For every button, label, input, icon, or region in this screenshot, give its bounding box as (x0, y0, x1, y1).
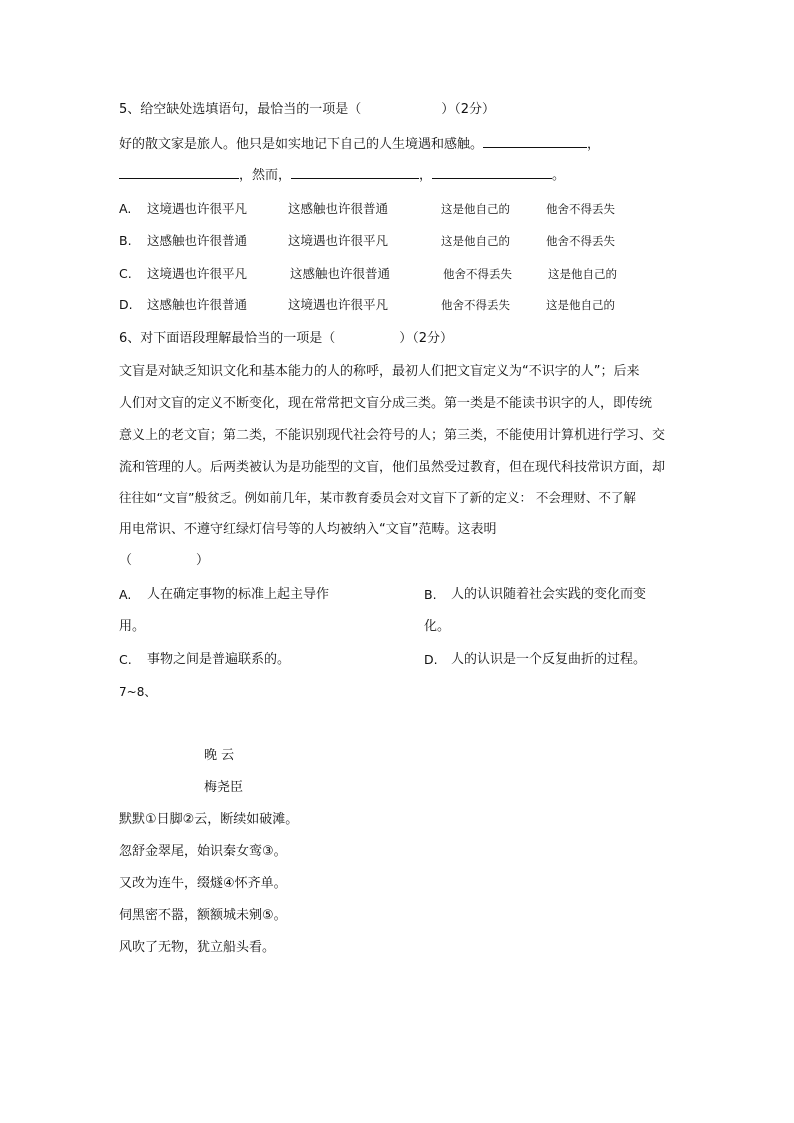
option-text: 他舍不得丢失 (546, 234, 615, 248)
poem-line: 风吹了无物，犹立船头看。 (119, 940, 276, 955)
option-text: 这境遇也许很平凡 (288, 233, 389, 248)
blank-2 (119, 166, 239, 179)
poem-line: 默默①日脚②云，断续如破滩。 (119, 812, 299, 827)
option-label: C. (119, 266, 132, 281)
q6-passage-line: 往往如“文盲”般贫乏。例如前几年，某市教育委员会对文盲下了新的定义： 不会理财、不了解 (119, 490, 636, 505)
q6-option-b-text: 人的认识随着社会实践的变化而变 (451, 587, 647, 602)
q6-option-b-label: B. (424, 587, 437, 602)
q6-option-a-text: 人在确定事物的标准上起主导作 (147, 587, 330, 602)
paren-open: （ (119, 553, 133, 568)
option-text: 这境遇也许很平凡 (147, 201, 248, 216)
option-text: 这感触也许很普通 (147, 297, 248, 312)
q5-passage-text: 好的散文家是旅人。他只是如实地记下自己的人生境遇和感触。 (119, 137, 484, 152)
q5-passage-line-2 (119, 166, 565, 184)
option-label: A. (119, 201, 132, 216)
q5-stem (119, 102, 495, 118)
option-text: 他舍不得丢失 (546, 202, 615, 216)
option-text: 他舍不得丢失 (443, 267, 512, 281)
q5-score: ）（2分） (441, 102, 496, 117)
option-text: 这感触也许很普通 (147, 233, 248, 248)
option-text: 这感触也许很普通 (290, 266, 391, 281)
paren-close: ） (196, 553, 210, 568)
q6-option-d-label: D. (424, 652, 438, 667)
q6-option-a-text-cont: 用。 (119, 619, 146, 634)
q6-passage-line: 人们对文盲的定义不断变化，现在常常把文盲分成三类。第一类是不能读书识字的人，即传统 (119, 396, 653, 411)
poem-author: 梅尧臣 (204, 780, 244, 795)
poem-line: 又改为连牛，缀燧④怀齐单。 (119, 876, 287, 891)
poem-line: 忽舒金翠尾，始识秦女鸾③。 (119, 844, 287, 859)
period: 。 (552, 168, 566, 183)
q6-passage-line: 文盲是对缺乏知识文化和基本能力的人的称呼，最初人们把文盲定义为“不识字的人”；后来 (119, 364, 640, 379)
q6-option-a-label: A. (119, 587, 132, 602)
q6-option-c-label: C. (119, 652, 132, 667)
q5-stem-text: 5、给空缺处选填语句，最恰当的一项是（ (119, 102, 362, 117)
option-text: 这是他自己的 (441, 202, 510, 216)
option-text: 这是他自己的 (441, 234, 510, 248)
option-text: 这境遇也许很平凡 (288, 297, 389, 312)
comma: ， (587, 137, 601, 152)
q6-stem (119, 331, 453, 347)
option-label: B. (119, 233, 132, 248)
q6-passage-line: 流和管理的人。后两类被认为是功能型的文盲，他们虽然受过教育，但在现代科技常识方面，却 (119, 460, 666, 475)
q6-score: ）（2分） (399, 331, 454, 346)
q6-stem-text: 6、对下面语段理解最恰当的一项是（ (119, 331, 336, 346)
blank-3 (291, 166, 419, 179)
poem-title: 晚 云 (204, 748, 235, 763)
blank-1 (483, 135, 587, 148)
q6-answer-paren (119, 553, 209, 569)
option-text: 这是他自己的 (546, 298, 615, 312)
option-label: D. (119, 297, 133, 312)
q5-then-text: ，然而， (239, 168, 292, 183)
option-text: 这感触也许很普通 (288, 201, 389, 216)
option-text: 这境遇也许很平凡 (147, 266, 248, 281)
option-text: 这是他自己的 (548, 267, 617, 281)
q6-passage-line: 用电常识、不遵守红绿灯信号等的人均被纳入“文盲”范畴。这表明 (119, 522, 497, 537)
q5-passage-line-1 (119, 135, 600, 153)
option-text: 他舍不得丢失 (441, 298, 510, 312)
blank-4 (432, 166, 552, 179)
q78-label: 7~8、 (119, 685, 157, 699)
poem-line: 伺黑密不嚣，额额城未剜⑤。 (119, 908, 287, 923)
q6-option-d-text: 人的认识是一个反复曲折的过程。 (451, 652, 647, 667)
q6-option-b-text-cont: 化。 (424, 619, 451, 634)
q6-option-c-text: 事物之间是普遍联系的。 (147, 652, 291, 667)
q6-passage-line: 意义上的老文盲；第二类，不能识别现代社会符号的人；第三类，不能使用计算机进行学习、交 (119, 428, 666, 443)
comma: ， (419, 168, 433, 183)
